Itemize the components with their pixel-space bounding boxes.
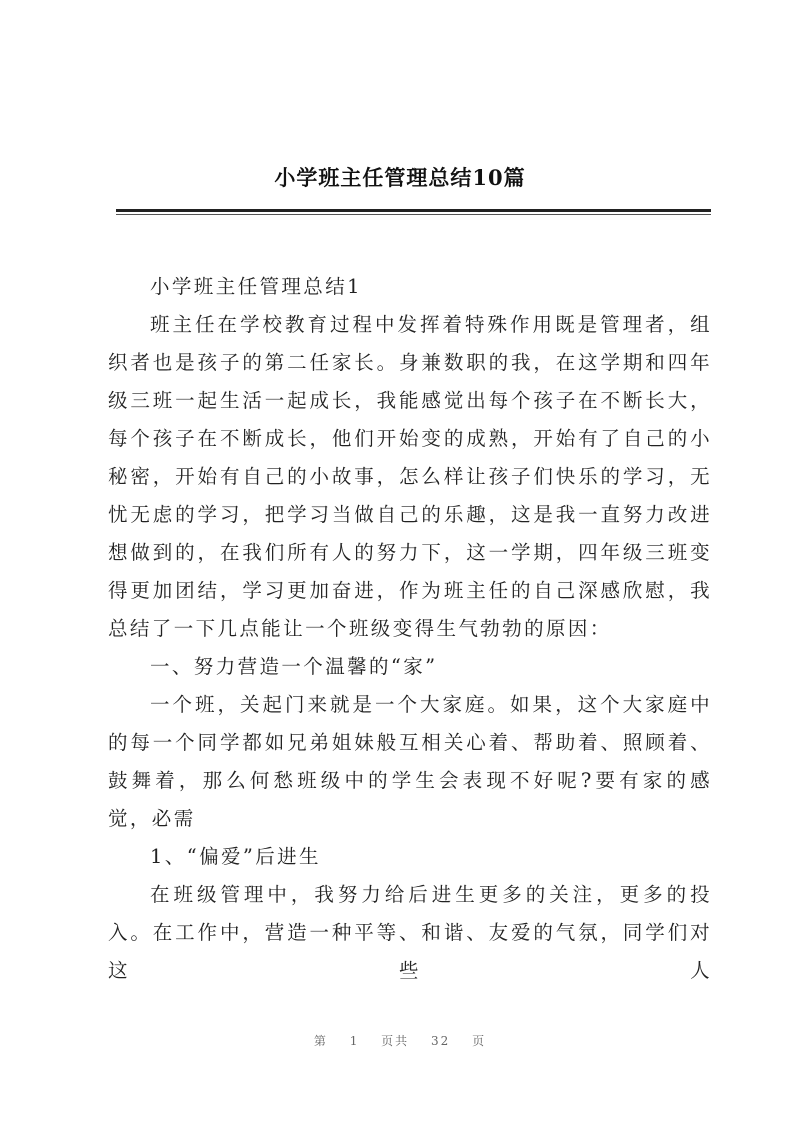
page-label-suffix: 页 bbox=[472, 1034, 487, 1048]
document-title: 小学班主任管理总结10篇 bbox=[274, 165, 526, 190]
page-label-middle: 页共 bbox=[381, 1034, 410, 1048]
document-body bbox=[108, 268, 712, 990]
body-paragraph: 班主任在学校教育过程中发挥着特殊作用既是管理者，组织者也是孩子的第二任家长。身兼数职的我，在这学期和四年级三班一起生活一起成长，我能感觉出每个孩子在不断长大，每个孩子在不断成长，他们开始变的成熟，开始有了自己的小秘密，开始有自己的小故事，怎么样让孩子们快乐的学习，无忧无虑的学习，把学习当做自己的乐趣，这是我一直努力改进想做到的，在我们所有人的努力下，这一学期，四年级三班变得更加团结，学习更加奋进，作为班主任的自己深感欣慰，我总结了一下几点能让一个班级变得生气勃勃的原因： bbox=[108, 313, 712, 640]
body-paragraph: 一个班，关起门来就是一个大家庭。如果，这个大家庭中的每一个同学都如兄弟姐妹般互相关心着、帮助着、照顾着、鼓舞着，那么何愁班级中的学生会表现不好呢?要有家的感觉，必需 bbox=[108, 693, 712, 830]
section-heading: 小学班主任管理总结1 bbox=[150, 275, 362, 298]
title-underline-thin bbox=[116, 214, 711, 215]
subsection-heading: 一、努力营造一个温馨的“家” bbox=[150, 655, 438, 678]
list-item-heading: 1、“偏爱”后进生 bbox=[150, 845, 321, 868]
total-pages-number: 32 bbox=[431, 1034, 451, 1048]
current-page-number: 1 bbox=[349, 1034, 360, 1048]
title-underline-thick bbox=[116, 209, 711, 212]
body-paragraph: 在班级管理中，我努力给后进生更多的关注，更多的投入。在工作中，营造一种平等、和谐、友爱的气氛，同学们对这些人 bbox=[108, 883, 712, 982]
page-footer bbox=[0, 1032, 800, 1049]
page-label-prefix: 第 bbox=[313, 1034, 328, 1048]
